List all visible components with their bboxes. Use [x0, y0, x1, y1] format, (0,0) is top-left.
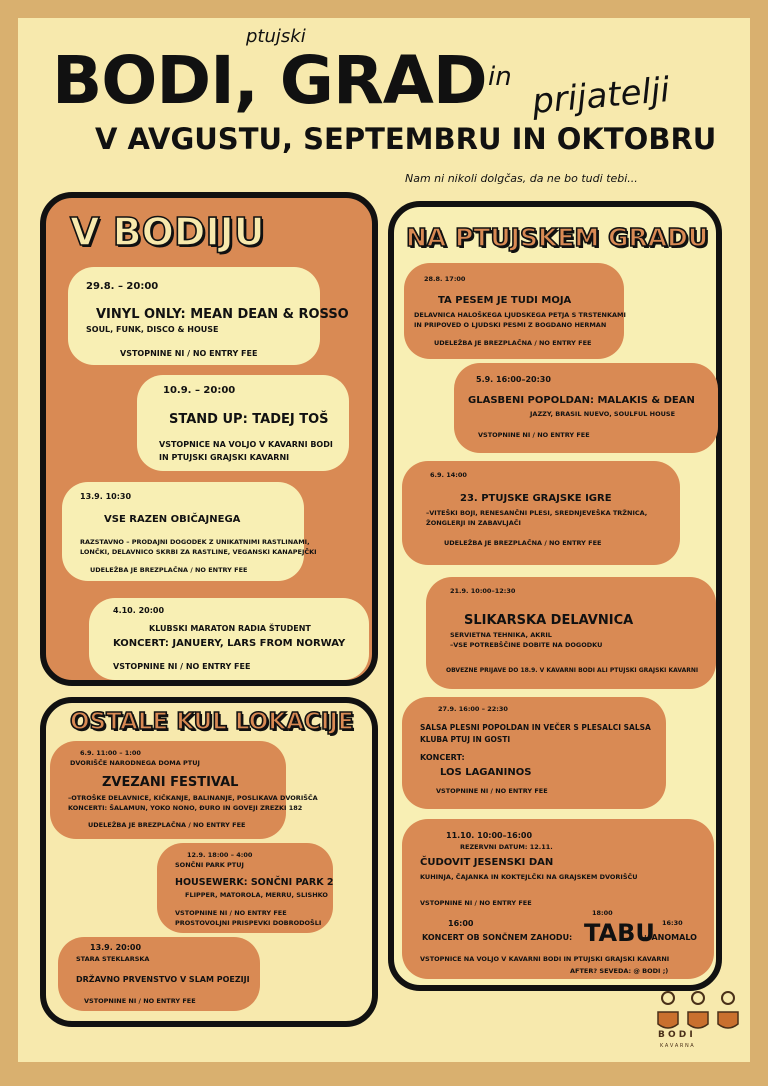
- event-rezerva: REZERVNI DATUM: 12.11.: [460, 843, 553, 851]
- event-desc: LONČKI, DELAVNICO SKRBI ZA RASTLINE, VEGANSKI KANAPEJČKI: [80, 548, 317, 556]
- event-loc: DVORIŠČE NARODNEGA DOMA PTUJ: [70, 759, 200, 767]
- title-prijatelji: prijatelji: [530, 70, 672, 122]
- logo-name: B O D I: [658, 1030, 693, 1040]
- event-entry: UDELEŽBA JE BREZPLAČNA / NO ENTRY FEE: [88, 821, 246, 829]
- event-desc: KLUBA PTUJ IN GOSTI: [420, 735, 511, 744]
- event-name: VINYL ONLY: MEAN DEAN & ROSSO: [96, 307, 349, 322]
- event-date: 12.9. 18:00 – 4:00: [187, 851, 253, 859]
- event-entry: UDELEŽBA JE BREZPLAČNA / NO ENTRY FEE: [434, 339, 592, 347]
- event-name: SLIKARSKA DELAVNICA: [464, 613, 634, 628]
- event-desc: –OTROŠKE DELAVNICE, KIČKANJE, BALINANJE, POSLIKAVA DVORIŠČA: [68, 794, 318, 802]
- poster-title: BODI, GRAD: [52, 42, 487, 119]
- event-date: 11.10. 10:00–16:00: [446, 831, 533, 840]
- panel-title-v-bodiju: V BODIJU: [70, 210, 265, 254]
- event-pre: KLUBSKI MARATON RADIA ŠTUDENT: [149, 624, 311, 633]
- event-loc: STARA STEKLARSKA: [76, 955, 150, 963]
- event-entry: VSTOPNINE NI / NO ENTRY FEE: [113, 662, 251, 671]
- event-koncert: KONCERT:: [420, 753, 465, 762]
- event-desc: DELAVNICA HALOŠKEGA LJUDSKEGA PETJA S TRSTENKAMI: [414, 311, 626, 319]
- event-time: 16:30: [662, 919, 683, 927]
- tagline: Nam ni nikoli dolgčas, da ne bo tudi tebi...: [405, 172, 638, 185]
- panel-v-bodiju: [40, 192, 378, 686]
- title-in: in: [488, 62, 512, 92]
- event-koncert: KONCERT OB SONČNEM ZAHODU:: [422, 933, 573, 942]
- event-loc: SONČNI PARK PTUJ: [175, 861, 244, 869]
- event-card: [402, 461, 680, 565]
- event-date: 28.8. 17:00: [424, 275, 466, 283]
- event-card: [402, 819, 714, 979]
- event-name: 23. PTUJSKE GRAJSKE IGRE: [460, 493, 612, 504]
- event-name: ČUDOVIT JESENSKI DAN: [420, 857, 554, 868]
- event-entry: VSTOPNICE NA VOLJO V KAVARNI BODI: [159, 440, 333, 449]
- event-card: [402, 697, 666, 809]
- panel-ostale-lokacije: [40, 697, 378, 1027]
- event-date: 6.9. 11:00 – 1:00: [80, 749, 141, 757]
- event-desc: –VSE POTREBŠČINE DOBITE NA DOGODKU: [450, 641, 603, 649]
- event-card: [404, 263, 624, 359]
- event-name: STAND UP: TADEJ TOŠ: [169, 412, 329, 427]
- event-name: VSE RAZEN OBIČAJNEGA: [104, 514, 241, 525]
- event-card: [58, 937, 260, 1011]
- event-time: 16:00: [448, 919, 474, 928]
- event-desc: SOUL, FUNK, DISCO & HOUSE: [86, 325, 219, 334]
- event-card: [157, 843, 333, 933]
- event-entry: VSTOPNINE NI / NO ENTRY FEE: [436, 787, 548, 795]
- event-date: 29.8. – 20:00: [86, 281, 159, 292]
- event-card: [137, 375, 349, 471]
- event-name: LOS LAGANINOS: [440, 767, 532, 778]
- panel-title-ostale: OSTALE KUL LOKACIJE: [70, 709, 354, 735]
- event-card: [68, 267, 349, 365]
- event-date: 5.9. 16:00–20:30: [476, 375, 551, 384]
- event-date: 27.9. 16:00 – 22:30: [438, 705, 508, 713]
- event-entry: OBVEZNE PRIJAVE DO 18.9. V KAVARNI BODI ALI PTUJSKI GRAJSKI KAVARNI: [446, 667, 699, 674]
- event-after: AFTER? SEVEDA: @ BODI ;): [570, 967, 669, 975]
- title-ptujski: ptujski: [246, 26, 306, 47]
- event-desc: KUHINJA, ČAJANKA IN KOKTEJLČKI NA GRAJSKEM DVORIŠČU: [420, 873, 638, 881]
- event-entry: VSTOPNINE NI / NO ENTRY FEE: [478, 431, 590, 439]
- event-card: [62, 482, 317, 581]
- event-desc: ŽONGLERJI IN ZABAVLJAČI: [426, 519, 521, 527]
- event-entry: VSTOPNINE NI / NO ENTRY FEE: [84, 997, 196, 1005]
- event-desc: SALSA PLESNI POPOLDAN IN VEČER S PLESALCI SALSA: [420, 723, 651, 732]
- panel-title-grad: NA PTUJSKEM GRADU: [406, 223, 709, 252]
- event-desc: KONCERTI: ŠALAMUN, YOKO NONO, ĐURO IN GOVEJI ZREZKI 182: [68, 804, 303, 812]
- event-card: [454, 363, 718, 453]
- event-date: 10.9. – 20:00: [163, 385, 236, 396]
- event-name: KONCERT: JANUERY, LARS FROM NORWAY: [113, 638, 346, 649]
- event-date: 4.10. 20:00: [113, 606, 165, 615]
- event-desc: RAZSTAVNO – PRODAJNI DOGODEK Z UNIKATNIMI RASTLINAMI,: [80, 538, 310, 546]
- event-name: GLASBENI POPOLDAN: MALAKIS & DEAN: [468, 395, 695, 406]
- event-entry: PROSTOVOLJNI PRISPEVKI DOBRODOŠLI: [175, 919, 322, 927]
- event-tabu: TABU: [584, 919, 655, 947]
- event-time: 18:00: [592, 909, 613, 917]
- event-card: [89, 598, 369, 680]
- poster-subtitle: V AVGUSTU, SEPTEMBRU IN OKTOBRU: [95, 122, 717, 156]
- event-desc: FLIPPER, MATOROLA, MERRU, SLISHKO: [185, 891, 328, 899]
- bodi-logo: [652, 990, 744, 1052]
- event-entry: UDELEŽBA JE BREZPLAČNA / NO ENTRY FEE: [444, 539, 602, 547]
- event-date: 21.9. 10:00–12:30: [450, 587, 516, 595]
- event-entry: IN PTUJSKI GRAJSKI KAVARNI: [159, 453, 290, 462]
- event-anomalo: + ANOMALO: [642, 933, 697, 942]
- event-name: ZVEZANI FESTIVAL: [102, 775, 239, 790]
- event-entry: UDELEŽBA JE BREZPLAČNA / NO ENTRY FEE: [90, 566, 248, 574]
- event-entry: VSTOPNINE NI / NO ENTRY FEE: [420, 899, 532, 907]
- event-desc: JAZZY, BRASIL NUEVO, SOULFUL HOUSE: [530, 410, 676, 418]
- event-card: [426, 577, 716, 689]
- event-entry: VSTOPNINE NI / NO ENTRY FEE: [120, 349, 258, 358]
- event-card: [50, 741, 318, 839]
- event-desc: –VITEŠKI BOJI, RENESANČNI PLESI, SREDNJEVEŠKA TRŽNICA,: [426, 509, 648, 517]
- event-desc: IN PRIPOVED O LJUDSKI PESMI Z BOGDANO HERMAN: [414, 321, 607, 329]
- event-desc: SERVIETNA TEHNIKA, AKRIL: [450, 631, 552, 639]
- event-date: 13.9. 20:00: [90, 943, 142, 952]
- event-name: TA PESEM JE TUDI MOJA: [438, 295, 572, 306]
- logo-sub: K A V A R N A: [660, 1043, 694, 1049]
- event-name: HOUSEWERK: SONČNI PARK 2: [175, 877, 334, 888]
- event-entry: VSTOPNICE NA VOLJO V KAVARNI BODI IN PTUJSKI GRAJSKI KAVARNI: [420, 955, 670, 963]
- panel-ptujski-grad: [388, 201, 722, 991]
- event-name: DRŽAVNO PRVENSTVO V SLAM POEZIJI: [76, 975, 250, 984]
- event-entry: VSTOPNINE NI / NO ENTRY FEE: [175, 909, 287, 917]
- event-date: 13.9. 10:30: [80, 492, 132, 501]
- event-date: 6.9. 14:00: [430, 471, 467, 479]
